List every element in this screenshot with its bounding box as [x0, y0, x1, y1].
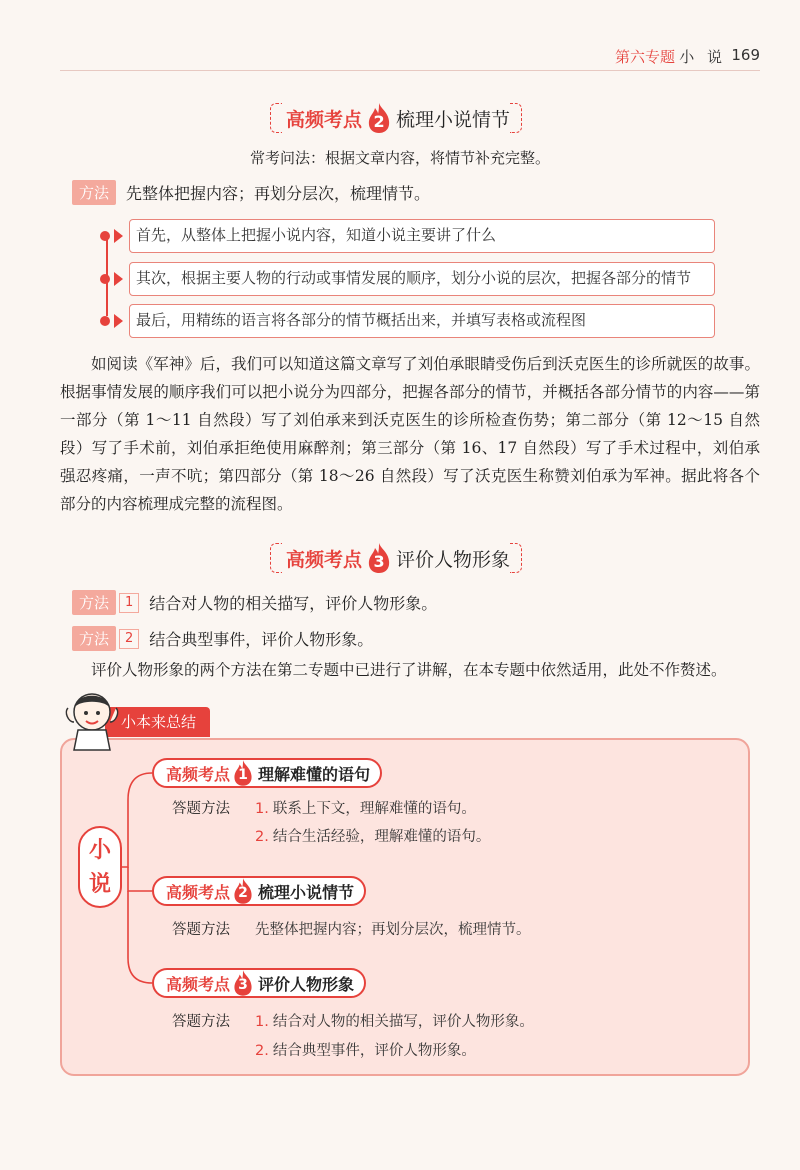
- step-text: 首先，从整体上把握小说内容，知道小说主要讲了什么: [129, 219, 715, 253]
- answer-label: 答题方法: [172, 922, 230, 938]
- root-label: [78, 826, 122, 908]
- flame-number-icon: [232, 877, 254, 905]
- answer-item: [255, 797, 476, 818]
- header-subject: 小 说: [679, 48, 726, 66]
- example-paragraph: 如阅读《军神》后，我们可以知道这篇文章写了刘伯承眼睛受伤后到沃克医生的诊所就医的故事。根据事情发展的顺序我们可以把小说分为四部分，把握各部分的情节，并概括各部分情节的内容——第一部分（第 1～11 自然段）写了刘伯承来到沃克医生的诊所检查伤势；第二部分（第 12～15 自然段）写了手术前，刘伯承拒绝使用麻醉剂；第三部分（第 16、17 自然段）写了手术过程中，刘伯承强忍疼痛，一声不吭；第四部分（第 18～26 自然段）写了沃克医生称赞刘伯承为军神。据此将各个部分的内容梳理成完整的流程图。: [60, 355, 760, 513]
- method-text: 结合对人物的相关描写，评价人物形象。: [149, 594, 438, 613]
- method-number: 1: [119, 593, 139, 613]
- point-badge: 高频考点: [166, 974, 231, 994]
- heading-badge: 高频考点: [286, 108, 363, 131]
- header-topic: 第六专题: [614, 48, 675, 66]
- item-text: 结合生活经验，理解难懂的语句。: [272, 829, 491, 845]
- method-text: 结合典型事件，评价人物形象。: [149, 630, 374, 649]
- method-tag: 方法: [72, 590, 116, 615]
- section-3-title: 评价人物形象: [396, 548, 511, 571]
- item-number: 1.: [255, 801, 269, 817]
- heading-number: 3: [373, 552, 385, 571]
- point-badge: 高频考点: [166, 882, 231, 902]
- item-text: 结合对人物的相关描写，评价人物形象。: [272, 1014, 534, 1030]
- answer-label: 答题方法: [172, 801, 230, 817]
- root-label-char: 说: [88, 872, 111, 897]
- point-badge: 高频考点: [166, 764, 231, 784]
- flame-number-icon: [232, 969, 254, 997]
- point-title: 理解难懂的语句: [258, 764, 371, 784]
- point-title: 梳理小说情节: [258, 882, 355, 902]
- method-tag: 方法: [72, 180, 116, 205]
- method-text: 先整体把握内容；再划分层次，梳理情节。: [126, 184, 431, 203]
- step-text: 最后，用精练的语言将各部分的情节概括出来，并填写表格或流程图: [129, 304, 715, 338]
- answer-label: 答题方法: [172, 1014, 230, 1030]
- item-number: 1.: [255, 1014, 269, 1030]
- heading-badge: 高频考点: [286, 548, 363, 571]
- answer-item: [255, 918, 531, 939]
- summary-point-3: [152, 968, 366, 998]
- method-tag: 方法: [72, 626, 116, 651]
- summary-point-1: [152, 758, 382, 788]
- method-number: 2: [119, 629, 139, 649]
- answer-item: [255, 1039, 476, 1060]
- page-number: 169: [731, 46, 760, 64]
- item-number: 2.: [255, 1043, 269, 1059]
- section-2-title: 梳理小说情节: [396, 108, 511, 131]
- answer-item: [255, 825, 490, 846]
- flame-number-icon: [232, 759, 254, 787]
- item-text: 先整体把握内容；再划分层次，梳理情节。: [255, 922, 531, 938]
- point-number: 3: [238, 977, 248, 993]
- point-title: 评价人物形象: [258, 974, 355, 994]
- root-label-char: 小: [88, 838, 111, 863]
- item-number: 2.: [255, 829, 269, 845]
- point-number: 1: [238, 767, 248, 783]
- common-question: 常考问法：根据文章内容，将情节补充完整。: [250, 149, 551, 167]
- item-text: 结合典型事件，评价人物形象。: [272, 1043, 476, 1059]
- summary-tab: 小本来总结: [105, 707, 210, 737]
- item-text: 联系上下文，理解难懂的语句。: [272, 801, 476, 817]
- heading-number: 2: [373, 112, 385, 131]
- point-number: 2: [238, 885, 248, 901]
- section-3-note: 评价人物形象的两个方法在第二专题中已进行了讲解，在本专题中依然适用，此处不作赘述。: [91, 661, 727, 679]
- answer-item: [255, 1010, 534, 1031]
- summary-point-2: [152, 876, 366, 906]
- step-text: 其次，根据主要人物的行动或事情发展的顺序，划分小说的层次，把握各部分的情节: [129, 262, 715, 296]
